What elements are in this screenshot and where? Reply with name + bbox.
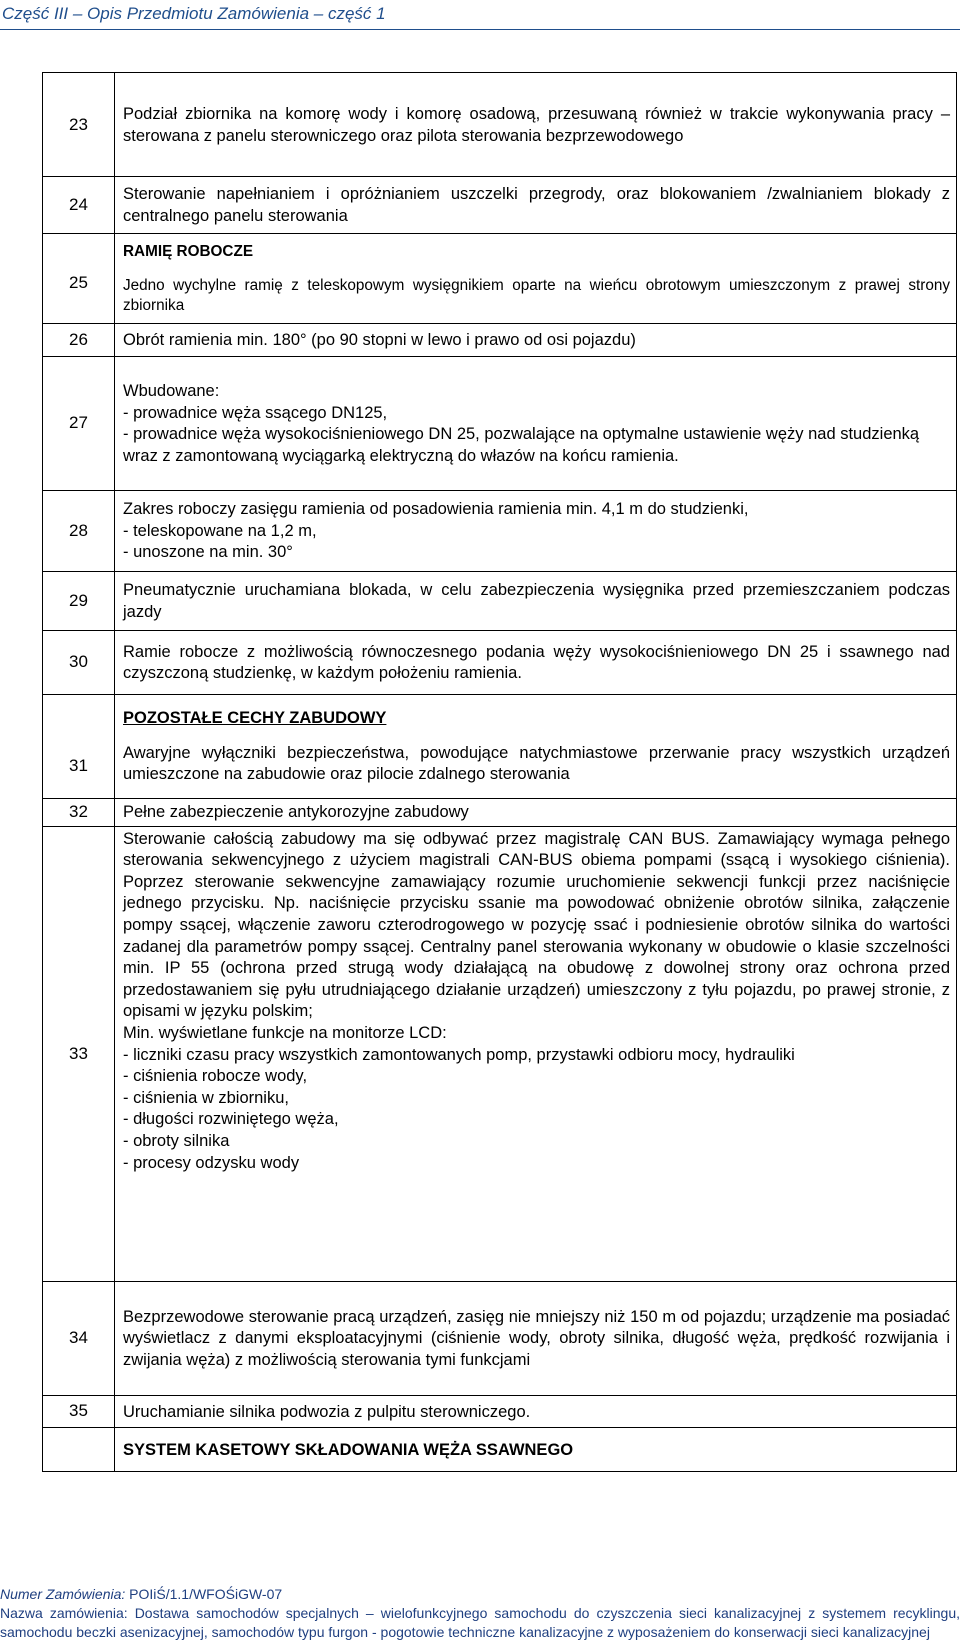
table-row <box>43 1428 957 1472</box>
row-text <box>115 73 957 177</box>
table-row <box>43 826 957 1281</box>
row-line: - ciśnienia w zbiorniku, <box>123 1088 289 1107</box>
row-line: - teleskopowane na 1,2 m, <box>123 521 317 540</box>
row-number: 31 <box>43 694 115 798</box>
row-line: Wbudowane: <box>123 381 220 400</box>
table-row <box>43 571 957 630</box>
row-line: Ramie robocze z możliwością równoczesnego podania węży wysokociśnieniowego DN 25 i ssawnego nad czyszczoną studzienkę, w każdym położeniu ramienia. <box>123 642 950 683</box>
row-line: - prowadnice węża ssącego DN125, <box>123 403 388 422</box>
row-line: Sterowanie całością zabudowy ma się odbywać przez magistralę CAN BUS. Zamawiający wymaga pełnego sterowania sekwencyjnego z użyciem magistrali CAN-BUS obiema pompami (ssącą i wysokiego ciśnienia). Poprzez sterowanie sekwencyjne zamawiający rozumie uruchomienie sekwencji funkcji przez naciśnięcie jednego przycisku. Np. naciśnięcie przycisku ssanie ma powodować obniżenie obrotów silnika, załączenie pompy ssącej, włączenie zaworu czterodrogowego w pozycję ssać i podniesienie obrotów silnika do wartości zadanej dla parametrów pompy ssącej. Centralny panel sterowania wykonany w obudowie o klasie szczelności min. IP 55 (ochrona przed strugą wody działającą na obudowę z dowolnej strony oraz ochrona przed przedostawaniem się pyłu utrudniającego działanie urządzeń) umieszczony z tyłu pojazdu, po prawej stronie, z opisami w języku polskim; <box>123 829 950 1021</box>
row-line: - unoszone na min. 30° <box>123 543 293 562</box>
table-row <box>43 694 957 798</box>
footer-order-name <box>0 1604 960 1642</box>
row-line: Sterowanie napełnianiem i opróżnianiem uszczelki przegrody, oraz blokowaniem /zwalnianiem blokady z centralnego panelu sterowania <box>123 185 950 225</box>
row-text <box>115 571 957 630</box>
page-header <box>0 0 960 28</box>
table-row <box>43 490 957 571</box>
footer-name-label: Nazwa zamówienia: <box>0 1605 128 1621</box>
section-heading: POZOSTAŁE CECHY ZABUDOWY <box>123 709 387 728</box>
row-number: 28 <box>43 490 115 571</box>
table-row <box>43 324 957 357</box>
row-text <box>115 1428 957 1472</box>
row-line: Pneumatycznie uruchamiana blokada, w celu zabezpieczenia wysięgnika przed przemieszczaniem podczas jazdy <box>123 581 950 621</box>
row-line: - obroty silnika <box>123 1131 230 1150</box>
row-line: - procesy odzysku wody <box>123 1153 300 1172</box>
table-row <box>43 177 957 234</box>
footer-order-label: Numer Zamówienia: <box>0 1586 126 1602</box>
footer-order-number <box>0 1586 960 1603</box>
specification-table <box>42 72 957 1472</box>
row-number: 23 <box>43 73 115 177</box>
row-number: 27 <box>43 356 115 490</box>
row-line: - prowadnice węża wysokociśnieniowego DN 25, pozwalające na optymalne ustawienie węży nad studzienką wraz z zamontowaną wyciągarką elektryczną do włazów na końcu ramienia. <box>123 425 920 465</box>
row-number: 32 <box>43 798 115 826</box>
page-header-title: Część III – Opis Przedmiotu Zamówienia – część 1 <box>2 4 386 23</box>
row-text <box>115 177 957 234</box>
row-line: Bezprzewodowe sterowanie pracą urządzeń, zasięg nie mniejszy niż 150 m od pojazdu; urządzenie ma posiadać wyświetlacz z danymi eksploatacyjnymi (ciśnienie wody, obroty silnika, długość węża, prędkość rozwijania i zwijania węża) z możliwością sterowania tymi funkcjami <box>123 1307 950 1369</box>
table-row <box>43 630 957 694</box>
footer-name-value: Dostawa samochodów specjalnych – wielofunkcyjnego samochodu do czyszczenia sieci kanalizacyjnej z systemem recyklingu, samochodu beczki asenizacyjnej, samochodów typu furgon - pogotowie techniczne kanalizacyjne z wyposażeniem do konserwacji sieci kanalizacyjnej <box>0 1605 960 1640</box>
row-number: 33 <box>43 826 115 1281</box>
row-number: 25 <box>43 234 115 324</box>
row-number <box>43 1428 115 1472</box>
row-text <box>115 1395 957 1428</box>
row-number: 30 <box>43 630 115 694</box>
row-text <box>115 826 957 1281</box>
row-line: Min. wyświetlane funkcje na monitorze LCD: <box>123 1023 447 1042</box>
table-row <box>43 1395 957 1428</box>
row-line: Podział zbiornika na komorę wody i komorę osadową, przesuwaną również w trakcie wykonywania pracy – sterowana z panelu sterowniczego oraz pilota sterowania bezprzewodowego <box>123 104 950 145</box>
row-line: Zakres roboczy zasięgu ramienia od posadowienia ramienia min. 4,1 m do studzienki, <box>123 500 749 519</box>
table-row <box>43 234 957 324</box>
row-line: Pełne zabezpieczenie antykorozyjne zabudowy <box>123 802 469 821</box>
row-line: Awaryjne wyłączniki bezpieczeństwa, powodujące natychmiastowe przerwanie pracy wszystkich urządzeń umieszczone na zabudowie oraz pilocie zdalnego sterowania <box>123 743 950 784</box>
section-heading: SYSTEM KASETOWY SKŁADOWANIA WĘŻA SSAWNEGO <box>123 1440 574 1459</box>
row-line: Jedno wychylne ramię z teleskopowym wysięgnikiem oparte na wieńcu obrotowym umieszczonym z prawej strony zbiornika <box>123 276 950 315</box>
header-divider <box>0 29 960 30</box>
row-number: 35 <box>43 1395 115 1428</box>
row-line: - liczniki czasu pracy wszystkich zamontowanych pomp, przystawki odbioru mocy, hydrauliki <box>123 1045 795 1064</box>
row-text <box>115 798 957 826</box>
row-number: 29 <box>43 571 115 630</box>
row-line: Uruchamianie silnika podwozia z pulpitu sterowniczego. <box>123 1402 531 1421</box>
row-number: 26 <box>43 324 115 357</box>
row-number: 34 <box>43 1281 115 1395</box>
footer-order-value: POIiŚ/1.1/WFOŚiGW-07 <box>125 1586 283 1602</box>
row-text <box>115 356 957 490</box>
row-line: - długości rozwiniętego węża, <box>123 1110 339 1129</box>
row-line: Obrót ramienia min. 180° (po 90 stopni w lewo i prawo od osi pojazdu) <box>123 331 636 349</box>
section-heading: RAMIĘ ROBOCZE <box>123 243 254 261</box>
row-text <box>115 630 957 694</box>
row-text <box>115 490 957 571</box>
row-number: 24 <box>43 177 115 234</box>
table-row <box>43 798 957 826</box>
table-row <box>43 73 957 177</box>
table-row <box>43 1281 957 1395</box>
table-row <box>43 356 957 490</box>
row-text <box>115 324 957 357</box>
row-text <box>115 694 957 798</box>
row-line: - ciśnienia robocze wody, <box>123 1067 308 1086</box>
row-text <box>115 234 957 324</box>
row-text <box>115 1281 957 1395</box>
